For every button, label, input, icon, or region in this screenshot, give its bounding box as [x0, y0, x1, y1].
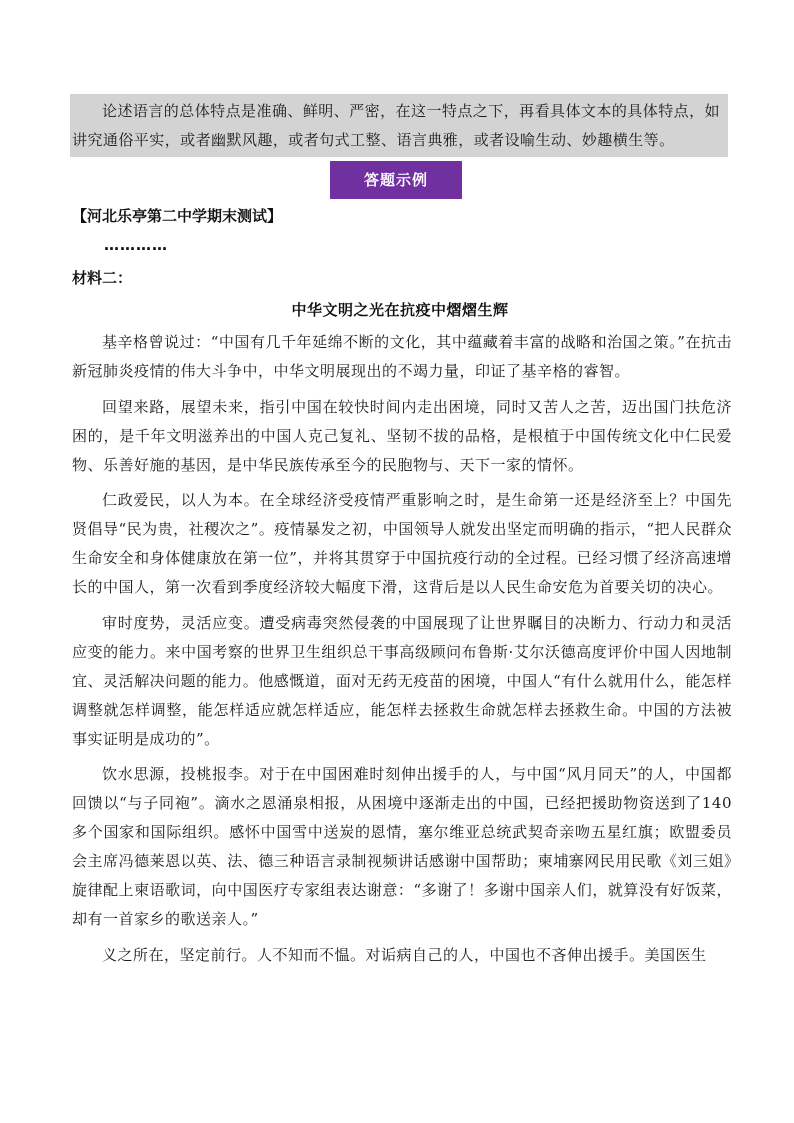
intro-text: 论述语言的总体特点是准确、鲜明、严密，在这一特点之下，再看具体文本的具体特点，如讲究通俗平实，或者幽默风趣，或者句式工整、语言典雅，或者设喻生动、妙趣横生等。	[72, 102, 721, 149]
article-paragraph: 回望来路，展望未来，指引中国在较快时间内走出困境，同时又苦人之苦，迈出国门扶危济困的，是千年文明滋养出的中国人克己复礼、坚韧不拔的品格，是根植于中国传统文化中仁民爱物、乐善好施的基因，是中华民族传承至今的民胞物与、天下一家的情怀。	[72, 397, 732, 474]
intro-callout	[70, 94, 728, 157]
article-paragraph: 饮水思源，投桃报李。对于在中国困难时刻伸出援手的人，与中国“风月同天”的人，中国都回馈以“与子同袍”。滴水之恩涌泉相报，从困境中逐渐走出的中国，已经把援助物资送到了140多个国家和国际组织。感怀中国雪中送炭的恩情，塞尔维亚总统武契奇亲吻五星红旗；欧盟委员会主席冯德莱恩以英、法、德三种语言录制视频讲话感谢中国帮助；柬埔寨网民用民歌《刘三姐》旋律配上柬语歌词，向中国医疗专家组表达谢意：“多谢了！多谢中国亲人们，就算没有好饭菜，却有一首家乡的歌送亲人。”	[72, 765, 732, 928]
answer-example-banner: 答题示例	[330, 161, 462, 199]
article-paragraph: 基辛格曾说过：“中国有几千年延绵不断的文化，其中蕴藏着丰富的战略和治国之策。”在抗击新冠肺炎疫情的伟大斗争中，中华文明展现出的不竭力量，印证了基辛格的睿智。	[72, 333, 732, 380]
article-body	[72, 328, 732, 976]
article-title: 中华文明之光在抗疫中熠熠生辉	[291, 301, 509, 319]
article-paragraph: 审时度势，灵活应变。遭受病毒突然侵袭的中国展现了让世界瞩目的决断力、行动力和灵活应变的能力。来中国考察的世界卫生组织总干事高级顾问布鲁斯·艾尔沃德高度评价中国人因地制宜、灵活解决问题的能力。他感慨道，面对无药无疫苗的困境，中国人“有什么就用什么，能怎样调整就怎样调整，能怎样适应就怎样适应，能怎样去拯救生命就怎样去拯救生命。中国的方法被事实证明是成功的”。	[72, 613, 732, 748]
article-paragraph: 仁政爱民，以人为本。在全球经济受疫情严重影响之时，是生命第一还是经济至上？中国先贤倡导“民为贵，社稷次之”。疫情暴发之初，中国领导人就发出坚定而明确的指示，“把人民群众生命安全和身体健康放在第一位”，并将其贯穿于中国抗疫行动的全过程。已经习惯了经济高速增长的中国人，第一次看到季度经济较大幅度下滑，这背后是以人民生命安危为首要关切的决心。	[72, 491, 733, 596]
omission-ellipsis: …………	[104, 236, 168, 254]
article-paragraph: 义之所在，坚定前行。人不知而不愠。对诟病自己的人，中国也不吝伸出援手。美国医生	[102, 945, 707, 964]
source-title: 【河北乐亭第二中学期末测试】	[72, 207, 283, 225]
material-label: 材料二：	[72, 269, 133, 287]
